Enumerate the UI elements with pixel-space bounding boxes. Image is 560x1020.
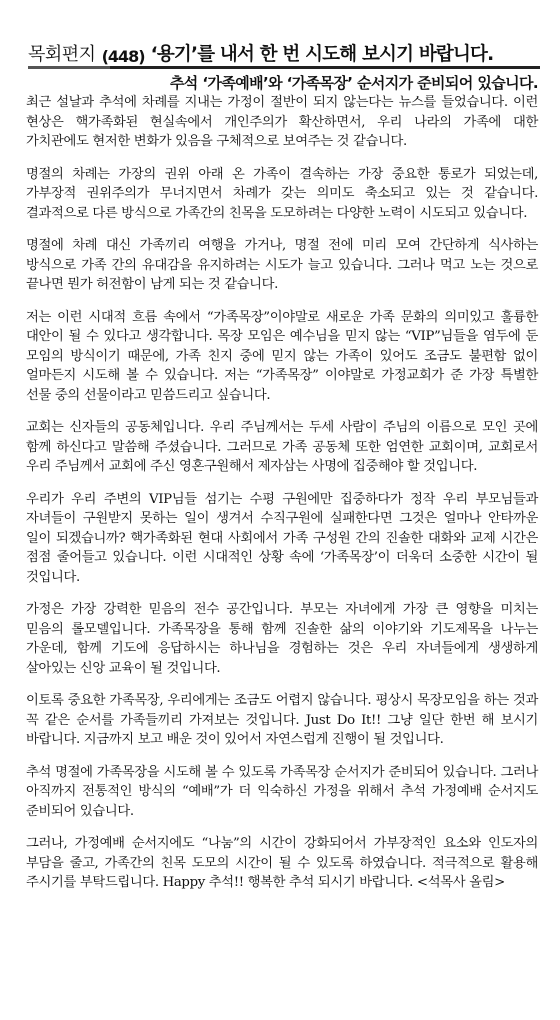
letter-series-label: 목회편지	[28, 44, 96, 65]
paragraph: 추석 명절에 가족목장을 시도해 볼 수 있도록 가족목장 순서지가 준비되어 있습니다. 그러나 아직까지 전통적인 방식의 “예배”가 더 익숙하신 가정을 위해서 추석 가정예배 순서지도 준비되어 있습니다.	[26, 764, 538, 819]
paragraph: 명절에 차례 대신 가족끼리 여행을 가거나, 명절 전에 미리 모여 간단하게 식사하는 방식으로 가족 간의 유대감을 유지하려는 시도가 늘고 있습니다. 그러나 먹고 노는 것으로 끝나면 뭔가 허전함이 남게 되는 것 같습니다.	[26, 238, 538, 292]
paragraph: 최근 설날과 추석에 차례를 지내는 가정이 절반이 되지 않는다는 뉴스를 들었습니다. 이런 현상은 핵가족화된 현실속에서 개인주의가 확산하면서, 우리 나라의 가족에 대한 가치관에도 현저한 변화가 있음을 구체적으로 보여주는 것 같습니다.	[26, 95, 538, 149]
subtitle: 추석 ‘가족예배’와 ‘가족목장’ 순서지가 준비되어 있습니다.	[169, 74, 538, 92]
title-divider-accent	[28, 66, 110, 69]
paragraph: 그러나, 가정예배 순서지에도 “나눔”의 시간이 강화되어서 가부장적인 요소와 인도자의 부담을 줄고, 가족간의 친목 도모의 시간이 될 수 있도록 하였습니다. 적극적으로 활용해 주시기를 부탁드립니다. Happy 추석!! 행복한 추석 되시기 바랍니다. <석목사 올림>	[26, 836, 538, 890]
page-title: ‘용기’를 내서 한 번 시도해 보시기 바랍니다.	[150, 44, 494, 65]
letter-number: (448)	[101, 47, 145, 66]
title-row	[28, 30, 540, 66]
paragraph: 저는 이런 시대적 흐름 속에서 “가족목장”이야말로 새로운 가족 문화의 의미있고 훌륭한 대안이 될 수 있다고 생각합니다. 목장 모임은 예수님을 믿지 않는 “VIP”님들을 염두에 둔 모임의 방식이기 때문에, 가족 친지 중에 믿지 않는 가족이 있어도 조금도 불편함 없이 얼마든지 시도해 볼 수 있습니다. 저는 “가족목장” 이야말로 가정교회가 준 가장 특별한 선물 중의 선물이라고 믿씀드리고 싶습니다.	[26, 309, 538, 403]
paragraph: 교회는 신자들의 공동체입니다. 우리 주님께서는 두세 사람이 주님의 이름으로 모인 곳에 함께 하신다고 말씀해 주셨습니다. 그러므로 가족 공동체 또한 엄연한 교회이며, 교회로서 우리 주님께서 교회에 주신 영혼구원해서 제자삼는 사명에 집중해야 할 것입니다.	[26, 420, 538, 474]
paragraph: 명절의 차례는 가장의 권위 아래 온 가족이 결속하는 가장 중요한 통로가 되었는데, 가부장적 권위주의가 무너지면서 차례가 갖는 의미도 축소되고 있는 것 같습니다. 결과적으로 다른 방식으로 가족간의 친목을 도모하려는 다양한 노력이 시도되고 있습니다.	[26, 166, 538, 221]
paragraph: 우리가 우리 주변의 VIP님들 섬기는 수평 구원에만 집중하다가 정작 우리 부모님들과 자녀들이 구원받지 못하는 일이 생겨서 수직구원에 실패한다면 그것은 얼마나 안타까운 일이 되겠습니까? 핵가족화된 현대 사회에서 가족 구성원 간의 진솔한 대화와 교제 시간은 점점 줄어들고 있습니다. 이런 시대적인 상황 속에 ‘가족목장’이 더욱더 소중한 시간이 될 것입니다.	[26, 491, 538, 585]
letter-body	[26, 93, 538, 906]
paragraph: 가정은 가장 강력한 믿음의 전수 공간입니다. 부모는 자녀에게 가장 큰 영향을 미치는 믿음의 롤모델입니다. 가족목장을 통해 함께 진솔한 삶의 이야기와 기도제목을 나누는 가운데, 함께 기도에 응답하시는 하나님을 경험하는 것은 우리 자녀들에게 생생하게 살아있는 신앙 교육이 될 것입니다.	[26, 602, 538, 676]
paragraph: 이토록 중요한 가족목장, 우리에게는 조금도 어렵지 않습니다. 평상시 목장모임을 하는 것과 꼭 같은 순서를 가족들끼리 가져보는 것입니다. Just Do It!! 그냥 일단 한번 해 보시기 바랍니다. 지금까지 보고 배운 것이 있어서 자연스럽게 진행이 될 것입니다.	[26, 693, 538, 747]
